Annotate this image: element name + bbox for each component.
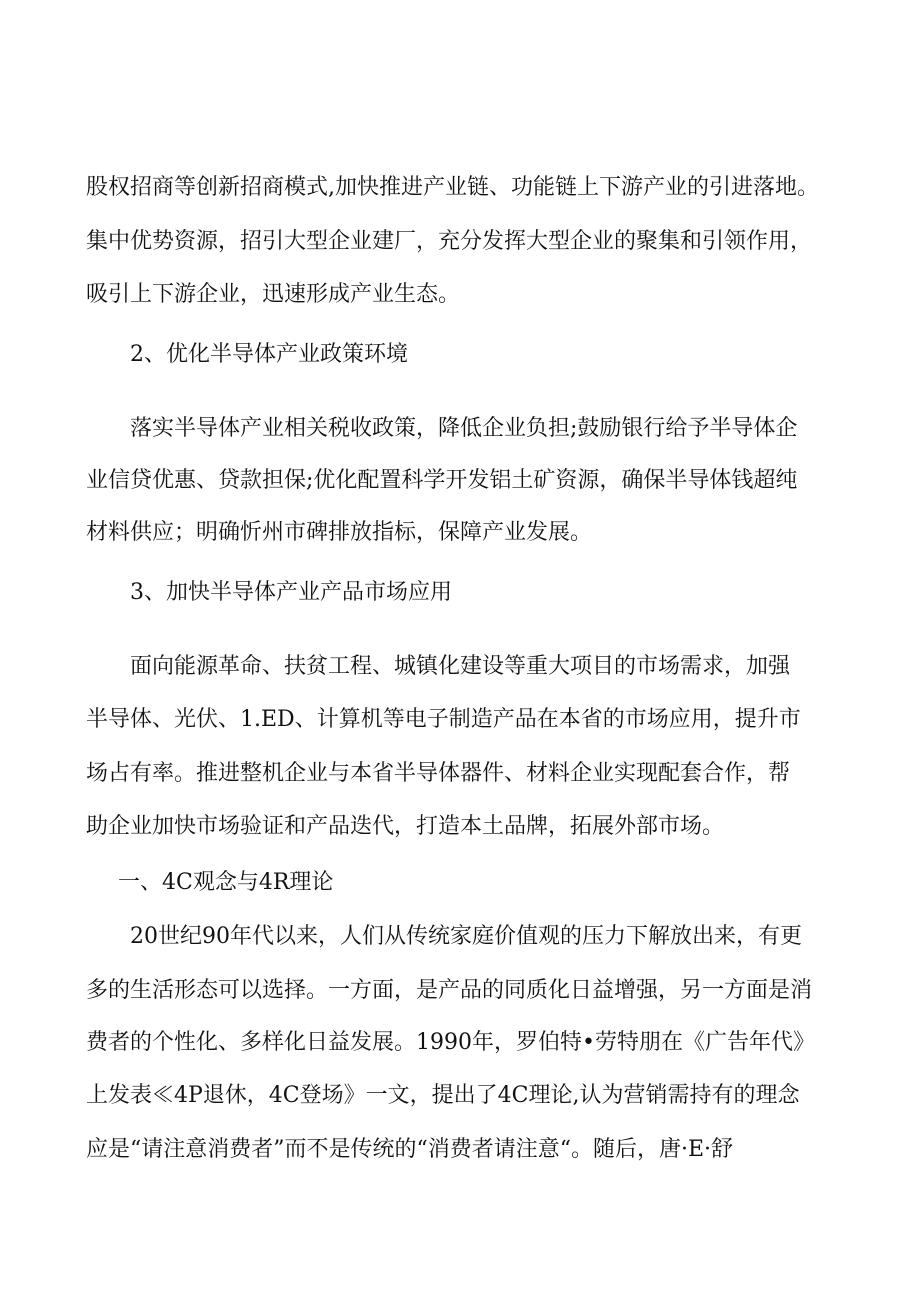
text-line: 多的生活形态可以选择。一方面，是产品的同质化日益增强，另一方面是消 <box>86 978 813 1003</box>
text-line: 面向能源革命、扶贫工程、城镇化建设等重大项目的市场需求，加强 <box>130 654 791 679</box>
text-line: 吸引上下游企业，迅速形成产业生态。 <box>86 282 461 307</box>
text-line: 材料供应；明确忻州市碑排放指标，保障产业发展。 <box>86 520 593 545</box>
text-line: 应是“请注意消费者”而不是传统的“消费者请注意“。随后，唐·E·舒 <box>86 1137 734 1162</box>
text-line: 落实半导体产业相关税收政策，降低企业负担;鼓励银行给予半导体企 <box>130 416 798 441</box>
text-line: 20世纪90年代以来，人们从传统家庭价值观的压力下解放出来，有更 <box>130 924 802 949</box>
text-line: 上发表≪4P退休，4C登场》一文，提出了4C理论,认为营销需持有的理念 <box>86 1083 800 1108</box>
section-heading: 2、优化半导体产业政策环境 <box>130 342 408 367</box>
text-line: 半导体、光伏、1.ED、计算机等电子制造产品在本省的市场应用，提升市 <box>86 707 801 732</box>
text-line: 集中优势资源，招引大型企业建厂，充分发挥大型企业的聚集和引领作用， <box>86 229 813 254</box>
section-heading: 3、加快半导体产业产品市场应用 <box>130 580 452 605</box>
text-line: 费者的个性化、多样化日益发展。1990年，罗伯特•劳特朋在《广告年代》 <box>86 1030 815 1055</box>
text-line: 股权招商等创新招商模式,加快推进产业链、功能链上下游产业的引进落地。 <box>86 175 819 200</box>
section-heading: 一、4C观念与4R理论 <box>118 870 334 895</box>
text-line: 助企业加快市场验证和产品迭代，打造本土品牌，拓展外部市场。 <box>86 814 725 839</box>
text-line: 业信贷优惠、贷款担保;优化配置科学开发铝土矿资源，确保半导体钱超纯 <box>86 468 798 493</box>
text-line: 场占有率。推进整机企业与本省半导体器件、材料企业实现配套合作，帮 <box>86 761 791 786</box>
